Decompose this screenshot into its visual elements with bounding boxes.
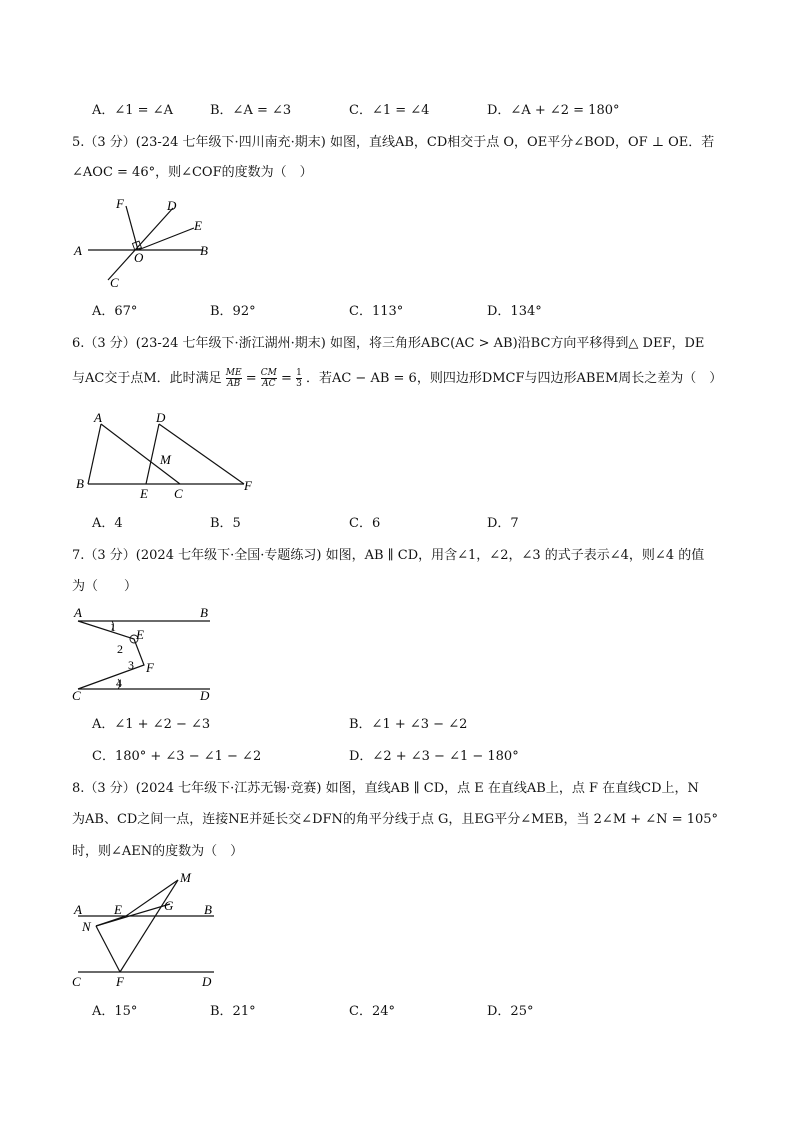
q5-label-c: C: [110, 275, 119, 290]
q5-option-b[interactable]: B．92°: [210, 304, 256, 319]
q8-option-d[interactable]: D．25°: [487, 1004, 534, 1019]
q8-label-e: E: [114, 902, 122, 917]
q4-option-c[interactable]: C．∠1 = ∠4: [349, 103, 430, 118]
q4-option-a[interactable]: A．∠1 = ∠A: [92, 103, 173, 118]
q6-fraction-cm-ac: $\frac{CM}{AC}$: [260, 368, 277, 389]
q6-label-f: F: [244, 478, 252, 493]
q6-label-d: D: [156, 410, 166, 425]
q8-label-m: M: [180, 870, 191, 885]
q8-label-a: A: [74, 902, 82, 917]
q7-option-b[interactable]: B．∠1 + ∠3 − ∠2: [349, 717, 468, 732]
q6-option-c[interactable]: C．6: [349, 516, 381, 531]
q5-label-b: B: [200, 243, 208, 258]
q7-angle-3: 3: [128, 658, 134, 672]
q8-label-n: N: [82, 919, 91, 934]
q6-figure: [72, 406, 262, 506]
q6-stem-line2: [72, 368, 722, 389]
q6-label-b: B: [76, 476, 84, 491]
q8-figure: [72, 870, 222, 992]
q5-option-c[interactable]: C．113°: [349, 304, 404, 319]
q8-label-c: C: [72, 974, 81, 989]
q6-fraction-one-third: $\frac{1}{3}$: [296, 368, 302, 389]
q6-option-b[interactable]: B．5: [210, 516, 241, 531]
q4-option-b[interactable]: B．∠A = ∠3: [210, 103, 292, 118]
q8-label-g: G: [164, 898, 174, 913]
q6-stem-line2b: ．若AC − AB = 6，则四边形DMCF与四边形ABEM周长之差为（ ）: [305, 371, 723, 386]
q7-option-a[interactable]: A．∠1 + ∠2 − ∠3: [92, 717, 211, 732]
q8-label-b: B: [204, 902, 212, 917]
q5-stem-line2: ∠AOC = 46°，则∠COF的度数为（ ）: [72, 165, 313, 180]
q7-option-c[interactable]: C．180° + ∠3 − ∠1 − ∠2: [92, 749, 262, 764]
q5-figure: [70, 194, 220, 290]
q6-option-d[interactable]: D．7: [487, 516, 519, 531]
q7-stem-line1: 7.（3 分）(2024 七年级下·全国·专题练习) 如图，AB ∥ CD，用含∠1，∠2，∠3 的式子表示∠4，则∠4 的值: [72, 548, 705, 563]
q6-stem-line2a: 与AC交于点M．此时满足: [72, 371, 222, 386]
q6-fraction-me-ab: $\frac{ME}{AB}$: [225, 368, 242, 389]
q5-label-o: O: [134, 250, 144, 265]
q7-angle-2: 2: [117, 642, 123, 656]
q8-option-a[interactable]: A．15°: [92, 1004, 138, 1019]
q7-angle-4: 4: [116, 676, 122, 690]
q8-option-b[interactable]: B．21°: [210, 1004, 256, 1019]
q6-label-a: A: [94, 410, 102, 425]
q7-option-d[interactable]: D．∠2 + ∠3 − ∠1 − 180°: [349, 749, 519, 764]
q7-label-f: F: [146, 660, 154, 675]
q5-label-f: F: [116, 196, 124, 211]
q7-label-b: B: [200, 605, 208, 620]
q5-label-a: A: [74, 243, 82, 258]
q8-option-c[interactable]: C．24°: [349, 1004, 395, 1019]
q6-stem-line1: 6.（3 分）(23-24 七年级下·浙江湖州·期末) 如图，将三角形ABC(AC > AB)沿BC方向平移得到△ DEF，DE: [72, 336, 705, 351]
q6-option-a[interactable]: A．4: [92, 516, 123, 531]
q6-label-c: C: [174, 486, 183, 501]
q6-eq2: =: [281, 371, 292, 386]
q5-label-d: D: [167, 198, 177, 213]
q8-stem-line3: 时，则∠AEN的度数为（ ）: [72, 844, 244, 859]
q7-angle-1: 1: [110, 620, 116, 634]
q5-option-a[interactable]: A．67°: [92, 304, 138, 319]
q8-stem-line2: 为AB、CD之间一点，连接NE并延长交∠DFN的角平分线于点 G，且EG平分∠MEB，当 2∠M + ∠N = 105°: [72, 812, 719, 827]
q7-figure: [72, 603, 222, 705]
q7-label-e: E: [136, 627, 144, 642]
q7-label-a: A: [74, 605, 82, 620]
q6-label-m: M: [160, 452, 171, 467]
q8-label-f: F: [116, 974, 124, 989]
q8-stem-line1: 8.（3 分）(2024 七年级下·江苏无锡·竞赛) 如图，直线AB ∥ CD，点 E 在直线AB上，点 F 在直线CD上，N: [72, 781, 699, 796]
q4-option-d[interactable]: D．∠A + ∠2 = 180°: [487, 103, 620, 118]
q6-label-e: E: [140, 486, 148, 501]
q7-stem-line2: 为（ ）: [72, 579, 138, 594]
q5-stem-line1: 5.（3 分）(23-24 七年级下·四川南充·期末) 如图，直线AB，CD相交于点 O，OE平分∠BOD，OF ⊥ OE．若: [72, 135, 715, 150]
q7-label-c: C: [72, 688, 81, 703]
q8-label-d: D: [202, 974, 212, 989]
q6-eq1: =: [245, 371, 257, 386]
q5-option-d[interactable]: D．134°: [487, 304, 542, 319]
q7-label-d: D: [200, 688, 210, 703]
q5-label-e: E: [194, 218, 202, 233]
